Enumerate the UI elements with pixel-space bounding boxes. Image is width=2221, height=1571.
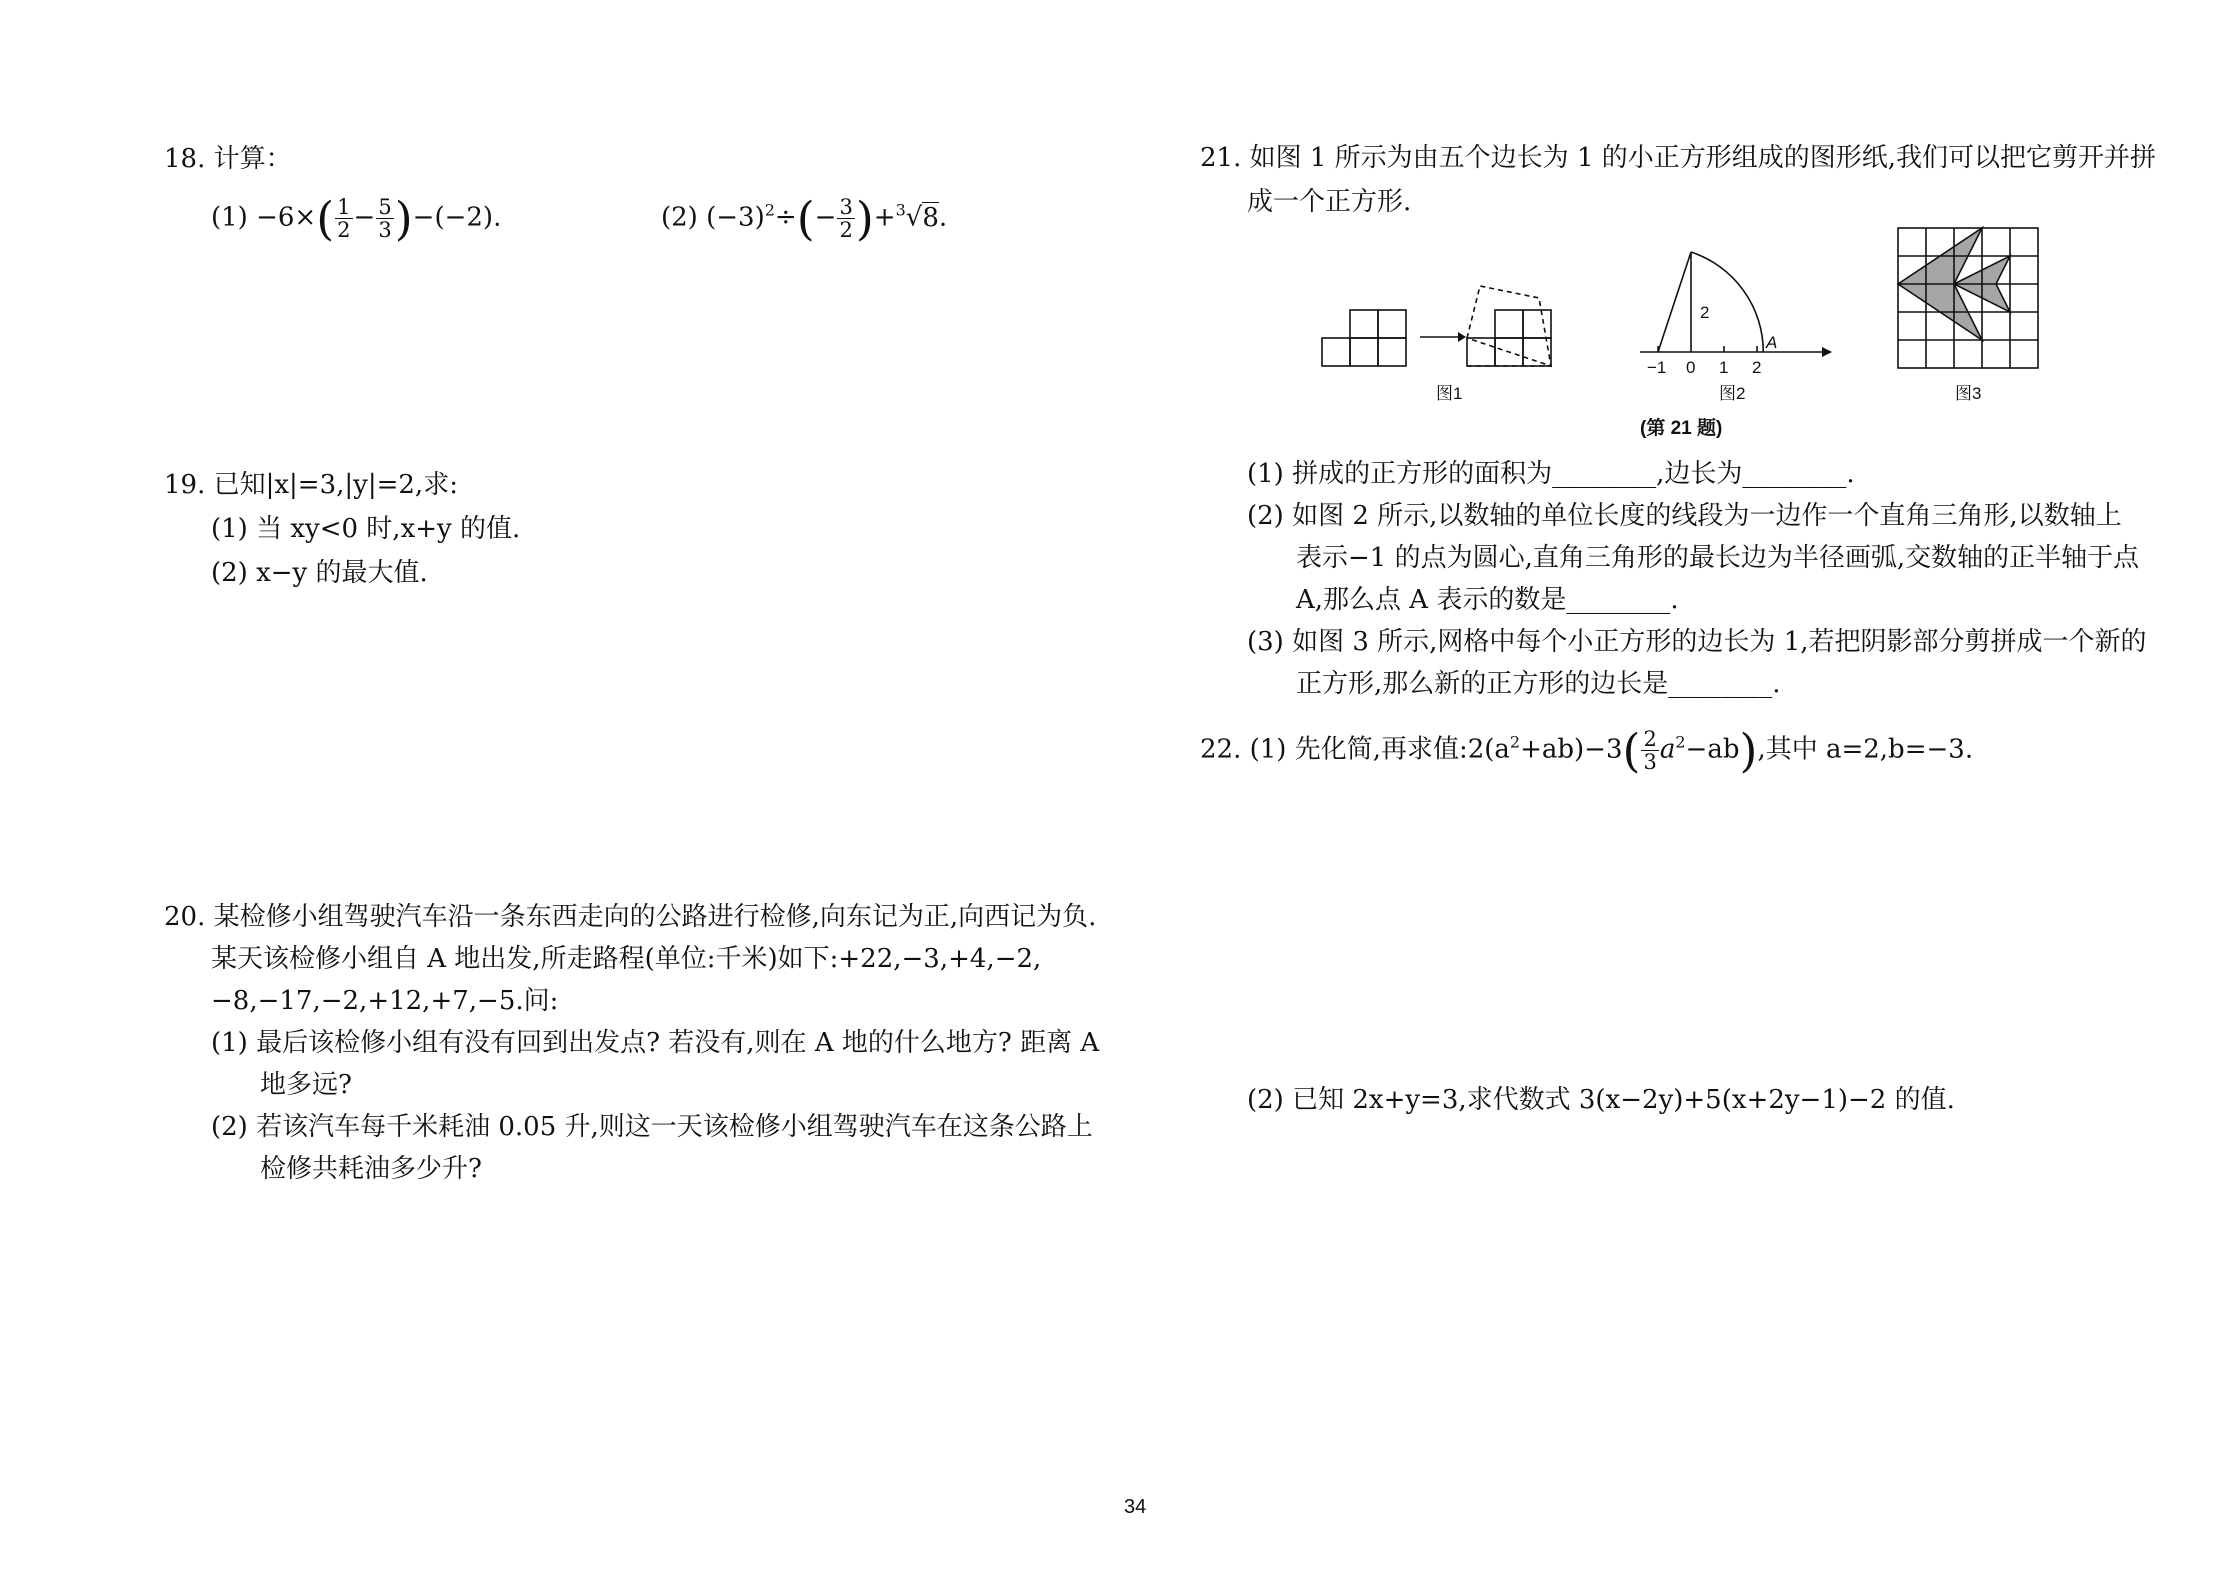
q21-part2-line1: (2) 如图 2 所示,以数轴的单位长度的线段为一边作一个直角三角形,以数轴上 xyxy=(1247,501,2122,531)
q21-part3-line1: (3) 如图 3 所示,网格中每个小正方形的边长为 1,若把阴影部分剪拼成一个新的 xyxy=(1247,627,2147,657)
tick-label-1: 1 xyxy=(1719,358,1729,377)
q19-label: 19. 已知|x|=3,|y|=2,求: xyxy=(164,470,458,500)
q20-line3: −8,−17,−2,+12,+7,−5.问: xyxy=(211,986,559,1016)
figure-3-caption: 图3 xyxy=(1955,384,1982,403)
q21-part2-line2: 表示−1 的点为圆心,直角三角形的最长边为半径画弧,交数轴的正半轴于点 xyxy=(1296,543,2140,573)
figure-group-caption: (第 21 题) xyxy=(1640,418,1723,439)
q20-line2: 某天该检修小组自 A 地出发,所走路程(单位:千米)如下:+22,−3,+4,−2, xyxy=(211,944,1042,974)
tick-label-0: 0 xyxy=(1686,358,1696,377)
q18-part1: (1) −6×( $\frac{1}{2}$ − $\frac{5}{3}$ )−(−2). xyxy=(211,191,502,246)
q22-part1: 22. (1) 先化简,再求值$:2(a^2+ab)-3$( $\frac{2}{3}$ $a^2-ab$),其中 a=2,b=−3. xyxy=(1200,723,1974,778)
q19-part2: (2) x−y 的最大值. xyxy=(211,558,428,588)
q20-part2-line1: (2) 若该汽车每千米耗油 0.05 升,则这一天该检修小组驾驶汽车在这条公路上 xyxy=(211,1112,1093,1142)
figure-2-caption: 图2 xyxy=(1719,384,1746,403)
q21-part3-line2: 正方形,那么新的正方形的边长是________. xyxy=(1296,669,1781,699)
q18-label: 18. 计算： xyxy=(164,144,292,174)
q20-line1: 20. 某检修小组驾驶汽车沿一条东西走向的公路进行检修,向东记为正,向西记为负. xyxy=(164,902,1097,932)
figure-1-caption: 图1 xyxy=(1436,384,1463,403)
q19-part1: (1) 当 xy<0 时,x+y 的值. xyxy=(211,514,521,544)
q20-part1-line1: (1) 最后该检修小组有没有回到出发点? 若没有,则在 A 地的什么地方? 距离 A xyxy=(211,1028,1100,1058)
q22-part2: (2) 已知 2x+y=3,求代数式 3(x−2y)+5(x+2y−1)−2 的值. xyxy=(1247,1085,1955,1115)
q20-part2-line2: 检修共耗油多少升? xyxy=(260,1154,482,1184)
q20-part1-line2: 地多远? xyxy=(260,1070,352,1100)
figure-3 xyxy=(1896,226,2042,372)
q21-line1: 21. 如图 1 所示为由五个边长为 1 的小正方形组成的图形纸,我们可以把它剪开并拼 xyxy=(1200,143,2157,173)
tick-label-neg1: −1 xyxy=(1647,358,1667,377)
q21-part1: (1) 拼成的正方形的面积为________,边长为________. xyxy=(1247,459,1855,489)
tick-label-2: 2 xyxy=(1752,358,1762,377)
figure-2-point-a: A xyxy=(1766,333,1778,352)
q21-line2: 成一个正方形. xyxy=(1247,187,1412,217)
figure-2 xyxy=(1640,250,1840,380)
arrow-icon xyxy=(1458,332,1466,342)
axis-arrow-icon xyxy=(1822,347,1832,357)
page-number: 34 xyxy=(1124,1496,1147,1518)
figure-2-height-label: 2 xyxy=(1700,303,1710,322)
q18-part2: (2) $(-3)^2\div(-$ $\frac{3}{2}$ )+$^3$√8. xyxy=(661,191,948,246)
q21-part2-line3: A,那么点 A 表示的数是________. xyxy=(1296,585,1679,615)
